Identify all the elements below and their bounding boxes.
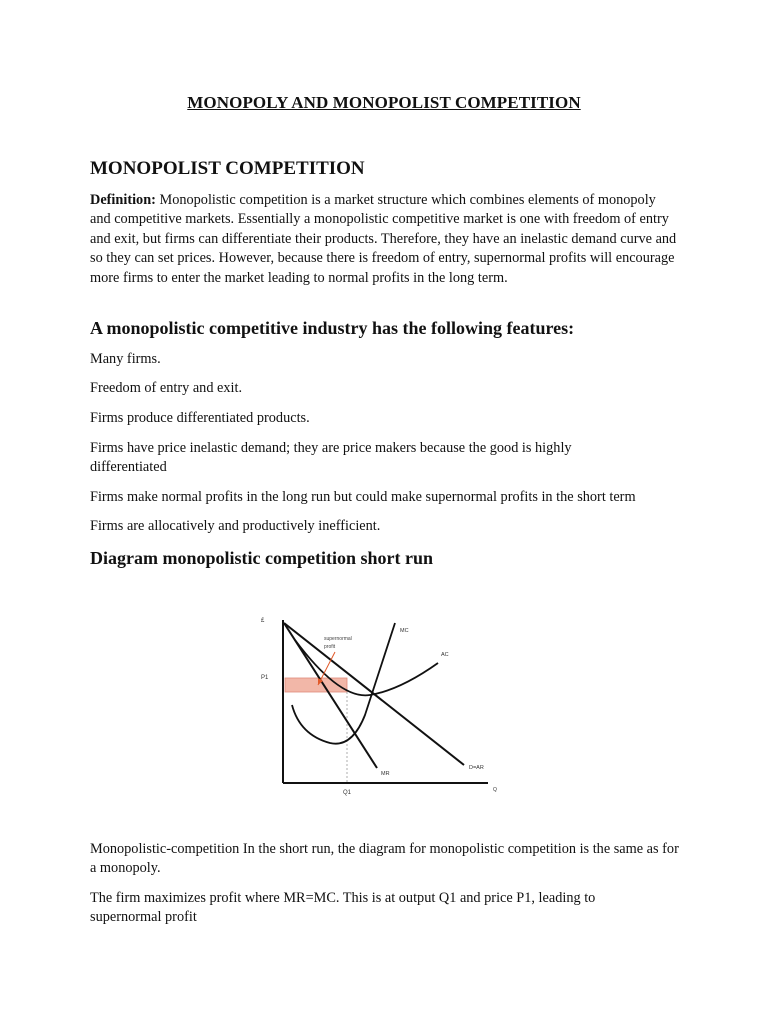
feature-item: Firms produce differentiated products. [90, 410, 310, 426]
feature-item: Firms make normal profits in the long run but could make supernormal profits in the short term [90, 489, 636, 505]
profit-label-line-2: profit [324, 644, 336, 650]
definition-paragraph [90, 191, 680, 288]
short-run-diagram [240, 605, 520, 805]
caption-paragraph-2: The firm maximizes profit where MR=MC. This is at output Q1 and price P1, leading to supernormal profit [90, 890, 596, 926]
mc-label: MC [400, 628, 409, 634]
caption-paragraph-1: Monopolistic-competition In the short run, the diagram for monopolistic competition is the same as for a monopoly. [90, 841, 679, 877]
feature-item: Many firms. [90, 351, 161, 367]
document-title: MONOPOLY AND MONOPOLIST COMPETITION [187, 93, 581, 112]
section-heading: MONOPOLIST COMPETITION [90, 158, 365, 179]
quantity-label: Q1 [343, 790, 352, 796]
diagram-heading: Diagram monopolistic competition short run [90, 548, 433, 568]
price-label: P1 [261, 675, 269, 681]
mr-label: MR [381, 771, 390, 777]
x-axis-label: Q [493, 787, 497, 793]
demand-label: D=AR [469, 765, 484, 771]
feature-item: Firms are allocatively and productively inefficient. [90, 518, 381, 534]
definition-label: Definition: [90, 192, 156, 208]
definition-text: Monopolistic competition is a market structure which combines elements of monopoly and competitive markets. Essentially a monopolistic competitive market is one with freedom of entry and exit, but firms can differentiate their products. Therefore, they have an inelastic demand curve and so they can set prices. However, because there is freedom of entry, supernormal profits will encourage more firms to enter the market leading to normal profits in the long term. [90, 192, 677, 286]
feature-item: Freedom of entry and exit. [90, 380, 243, 396]
features-heading: A monopolistic competitive industry has the following features: [90, 318, 575, 338]
ac-label: AC [441, 652, 449, 658]
y-axis-label: £ [261, 618, 265, 624]
feature-item: Firms have price inelastic demand; they are price makers because the good is highly differentiated [90, 440, 572, 476]
profit-label-line-1: supernormal [324, 636, 352, 642]
